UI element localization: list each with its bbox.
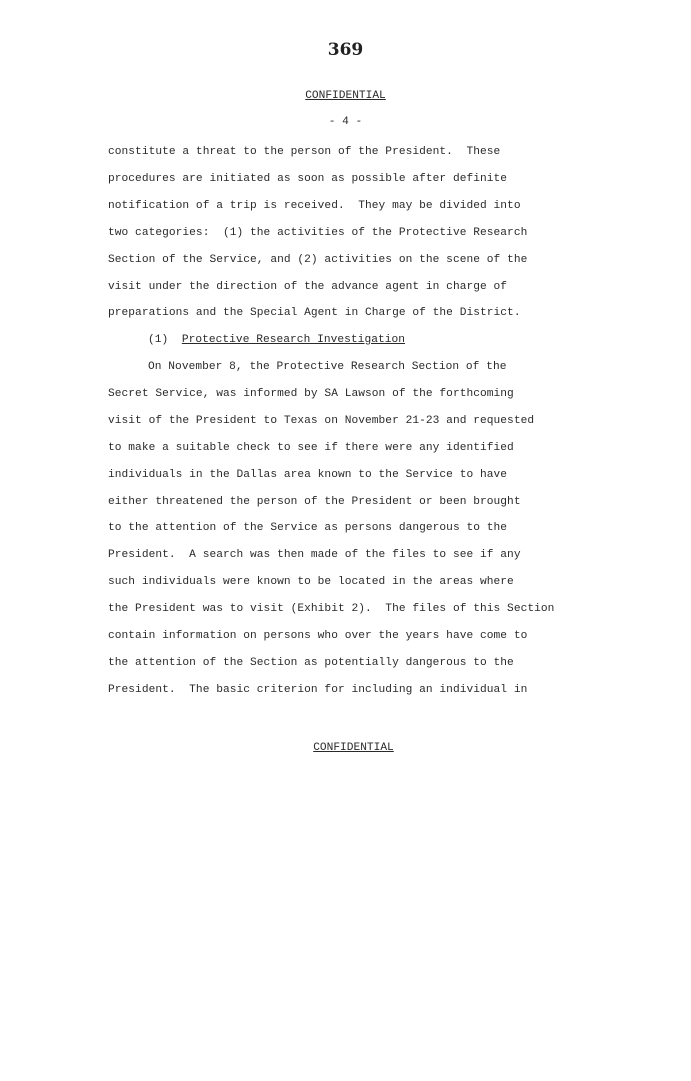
text-line: visit of the President to Texas on November 21-23 and requested [108,414,535,427]
text-line: the attention of the Section as potentially dangerous to the [108,656,514,669]
text-line: procedures are initiated as soon as possible after definite [108,172,508,185]
text-line: to the attention of the Service as persons dangerous to the [108,522,508,535]
text-line: On November 8, the Protective Research Section of the [148,361,507,373]
text-line: individuals in the Dallas area known to the Service to have [108,468,508,481]
sub-page-number: - 4 - [328,116,363,128]
text-line: President. The basic criterion for including an individual in [108,683,528,696]
section-number: (1) [148,334,169,346]
header-marking [0,90,691,102]
text-line: Secret Service, was informed by SA Lawson of the forthcoming [108,387,514,400]
footer-marking-text: CONFIDENTIAL [313,742,394,754]
text-line: two categories: (1) the activities of the Protective Research [108,226,528,239]
header-marking-text: CONFIDENTIAL [305,90,386,102]
footer-marking [8,742,691,754]
page-number: 369 [327,40,364,60]
text-line: preparations and the Special Agent in Charge of the District. [108,307,521,320]
text-line: to make a suitable check to see if there were any identified [108,441,514,454]
text-line: the President was to visit (Exhibit 2). The files of this Section [108,603,555,616]
text-line: Section of the Service, and (2) activities on the scene of the [108,253,528,266]
text-line: such individuals were known to be located in the areas where [108,576,514,589]
text-line: notification of a trip is received. They may be divided into [108,199,521,212]
text-line: visit under the direction of the advance agent in charge of [108,280,508,293]
section-heading [148,334,405,346]
text-line: constitute a threat to the person of the President. These [108,146,501,158]
text-line: contain information on persons who over the years have come to [108,630,528,642]
section-heading-text: Protective Research Investigation [181,334,406,346]
text-line: President. A search was then made of the files to see if any [108,549,521,562]
text-line: either threatened the person of the President or been brought [108,495,521,508]
